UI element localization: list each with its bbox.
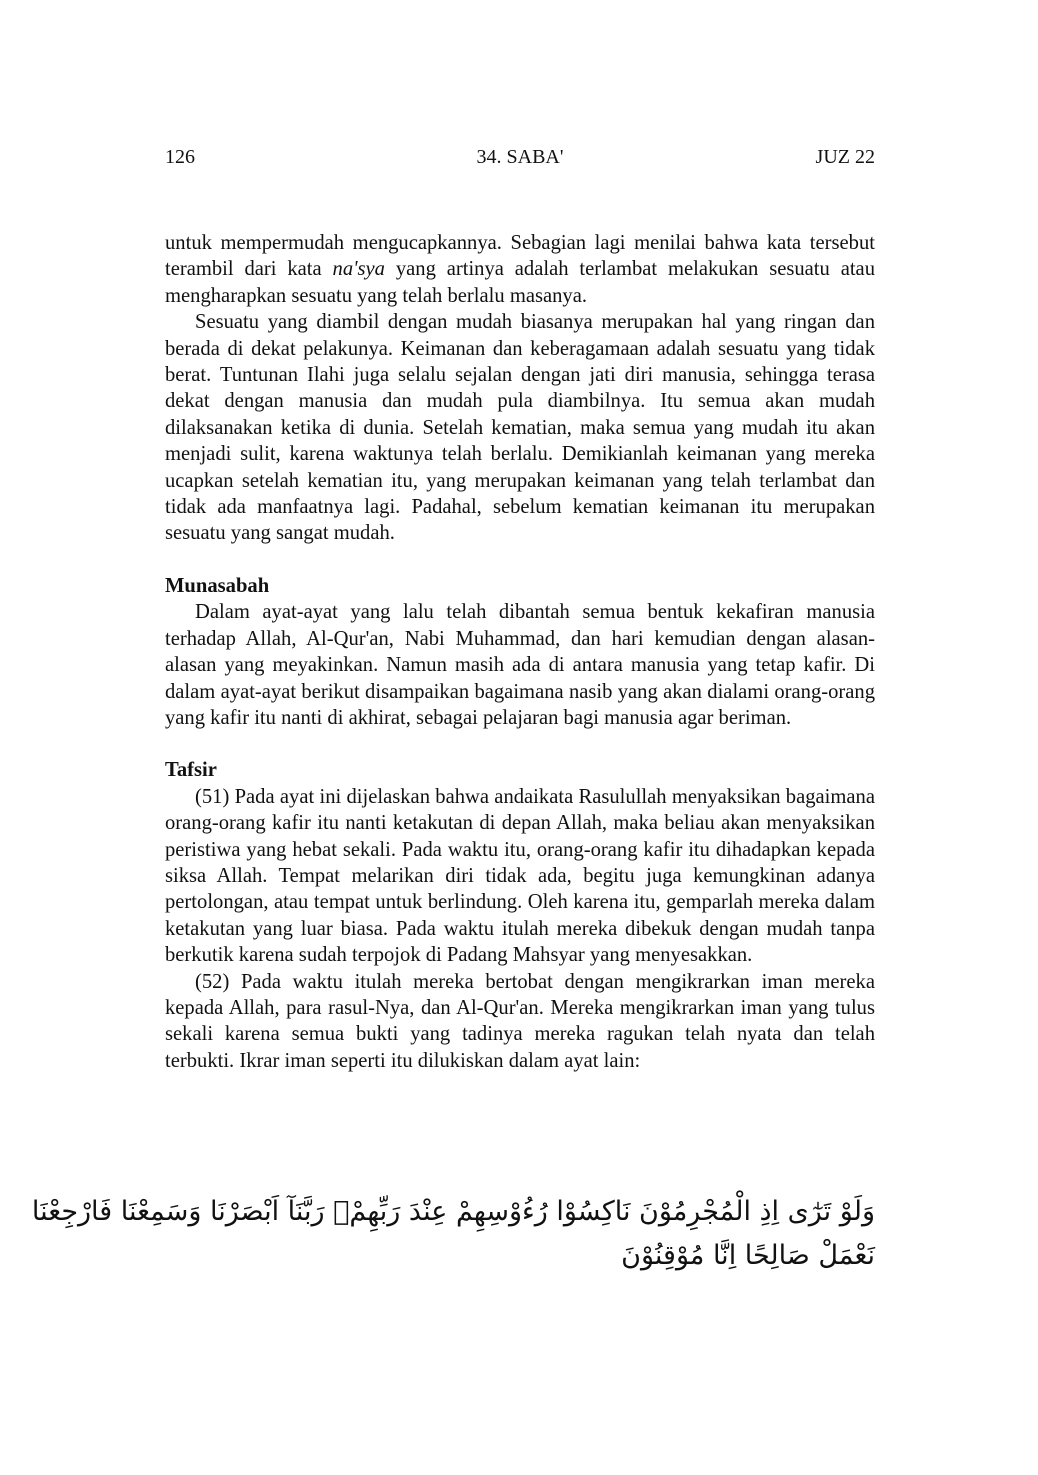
munasabah-heading: Munasabah bbox=[165, 574, 270, 597]
intro-paragraph-1: untuk mempermudah mengucapkannya. Sebagian lagi menilai bahwa kata tersebut terambil dari kata na'sya yang artinya adalah terlambat melakukan sesuatu atau mengharapkan sesuatu yang telah berlalu masanya. bbox=[165, 232, 875, 307]
arabic-verse-line-1: وَلَوْ تَرٰٓى اِذِ الْمُجْرِمُوْنَ نَاكِسُوْا رُءُوْسِهِمْ عِنْدَ رَبِّهِمْۗ رَبَّنَآ اَبْصَرْنَا وَسَمِعْنَا فَارْجِعْنَا bbox=[31, 1196, 875, 1227]
page-number: 126 bbox=[165, 146, 195, 168]
italic-term: na'sya bbox=[332, 258, 385, 281]
tafsir-paragraph-52: (52) Pada waktu itulah mereka bertobat dengan mengikrarkan iman mereka kepada Allah, para rasul-Nya, dan Al-Qur'an. Mereka mengikrarkan iman yang tulus sekali karena semua bukti yang tadinya mereka ragukan telah nyata dan telah terbukti. Ikrar iman seperti itu dilukiskan dalam ayat lain: bbox=[165, 970, 875, 1072]
page-header bbox=[165, 146, 875, 176]
surah-title: 34. SABA' bbox=[476, 146, 564, 168]
munasabah-paragraph: Dalam ayat-ayat yang lalu telah dibantah semua bentuk kekafiran manusia terhadap Allah, Al-Qur'an, Nabi Muhammad, dan hari kemudian dengan alasan-alasan yang meyakinkan. Namun masih ada di antara manusia yang tetap kafir. Di dalam ayat-ayat berikut disampaikan bagaimana nasib yang akan dialami orang-orang yang kafir itu nanti di akhirat, sebagai pelajaran bagi manusia agar beriman. bbox=[165, 601, 875, 729]
intro-paragraph-2: Sesuatu yang diambil dengan mudah biasanya merupakan hal yang ringan dan berada di dekat pelakunya. Keimanan dan keberagamaan adalah sesuatu yang tidak berat. Tuntunan Ilahi juga selalu sejalan dengan jati diri manusia, sehingga terasa dekat dengan manusia dan mudah pula diambilnya. Itu semua akan mudah dilaksanakan ketika di dunia. Setelah kematian, maka semua yang mudah itu akan menjadi sulit, karena waktunya telah berlalu. Demikianlah keimanan yang mereka ucapkan setelah kematian itu, yang merupakan keimanan yang telah terlambat dan tidak ada manfaatnya lagi. Padahal, sebelum kematian keimanan itu merupakan sesuatu yang sangat mudah. bbox=[165, 311, 875, 545]
tafsir-paragraph-51: (51) Pada ayat ini dijelaskan bahwa andaikata Rasulullah menyaksikan bagaimana orang-orang kafir itu nanti ketakutan di depan Allah, maka beliau akan menyaksikan peristiwa yang hebat sekali. Pada waktu itu, orang-orang kafir itu dihadapkan kepada siksa Allah. Tempat melarikan diri tidak ada, begitu juga kemungkinan adanya pertolongan, atau tempat untuk berlindung. Oleh karena itu, gemparlah mereka dalam ketakutan yang luar biasa. Pada waktu itulah mereka dibekuk dengan mudah tanpa berkutik karena sudah terpojok di Padang Mahsyar yang menyesakkan. bbox=[165, 785, 875, 967]
tafsir-heading: Tafsir bbox=[165, 759, 217, 782]
juz-label: JUZ 22 bbox=[815, 146, 875, 168]
body-text bbox=[165, 230, 875, 1074]
arabic-verse bbox=[31, 1190, 875, 1278]
arabic-verse-line-2: نَعْمَلْ صَالِحًا اِنَّا مُوْقِنُوْنَ bbox=[621, 1240, 875, 1271]
